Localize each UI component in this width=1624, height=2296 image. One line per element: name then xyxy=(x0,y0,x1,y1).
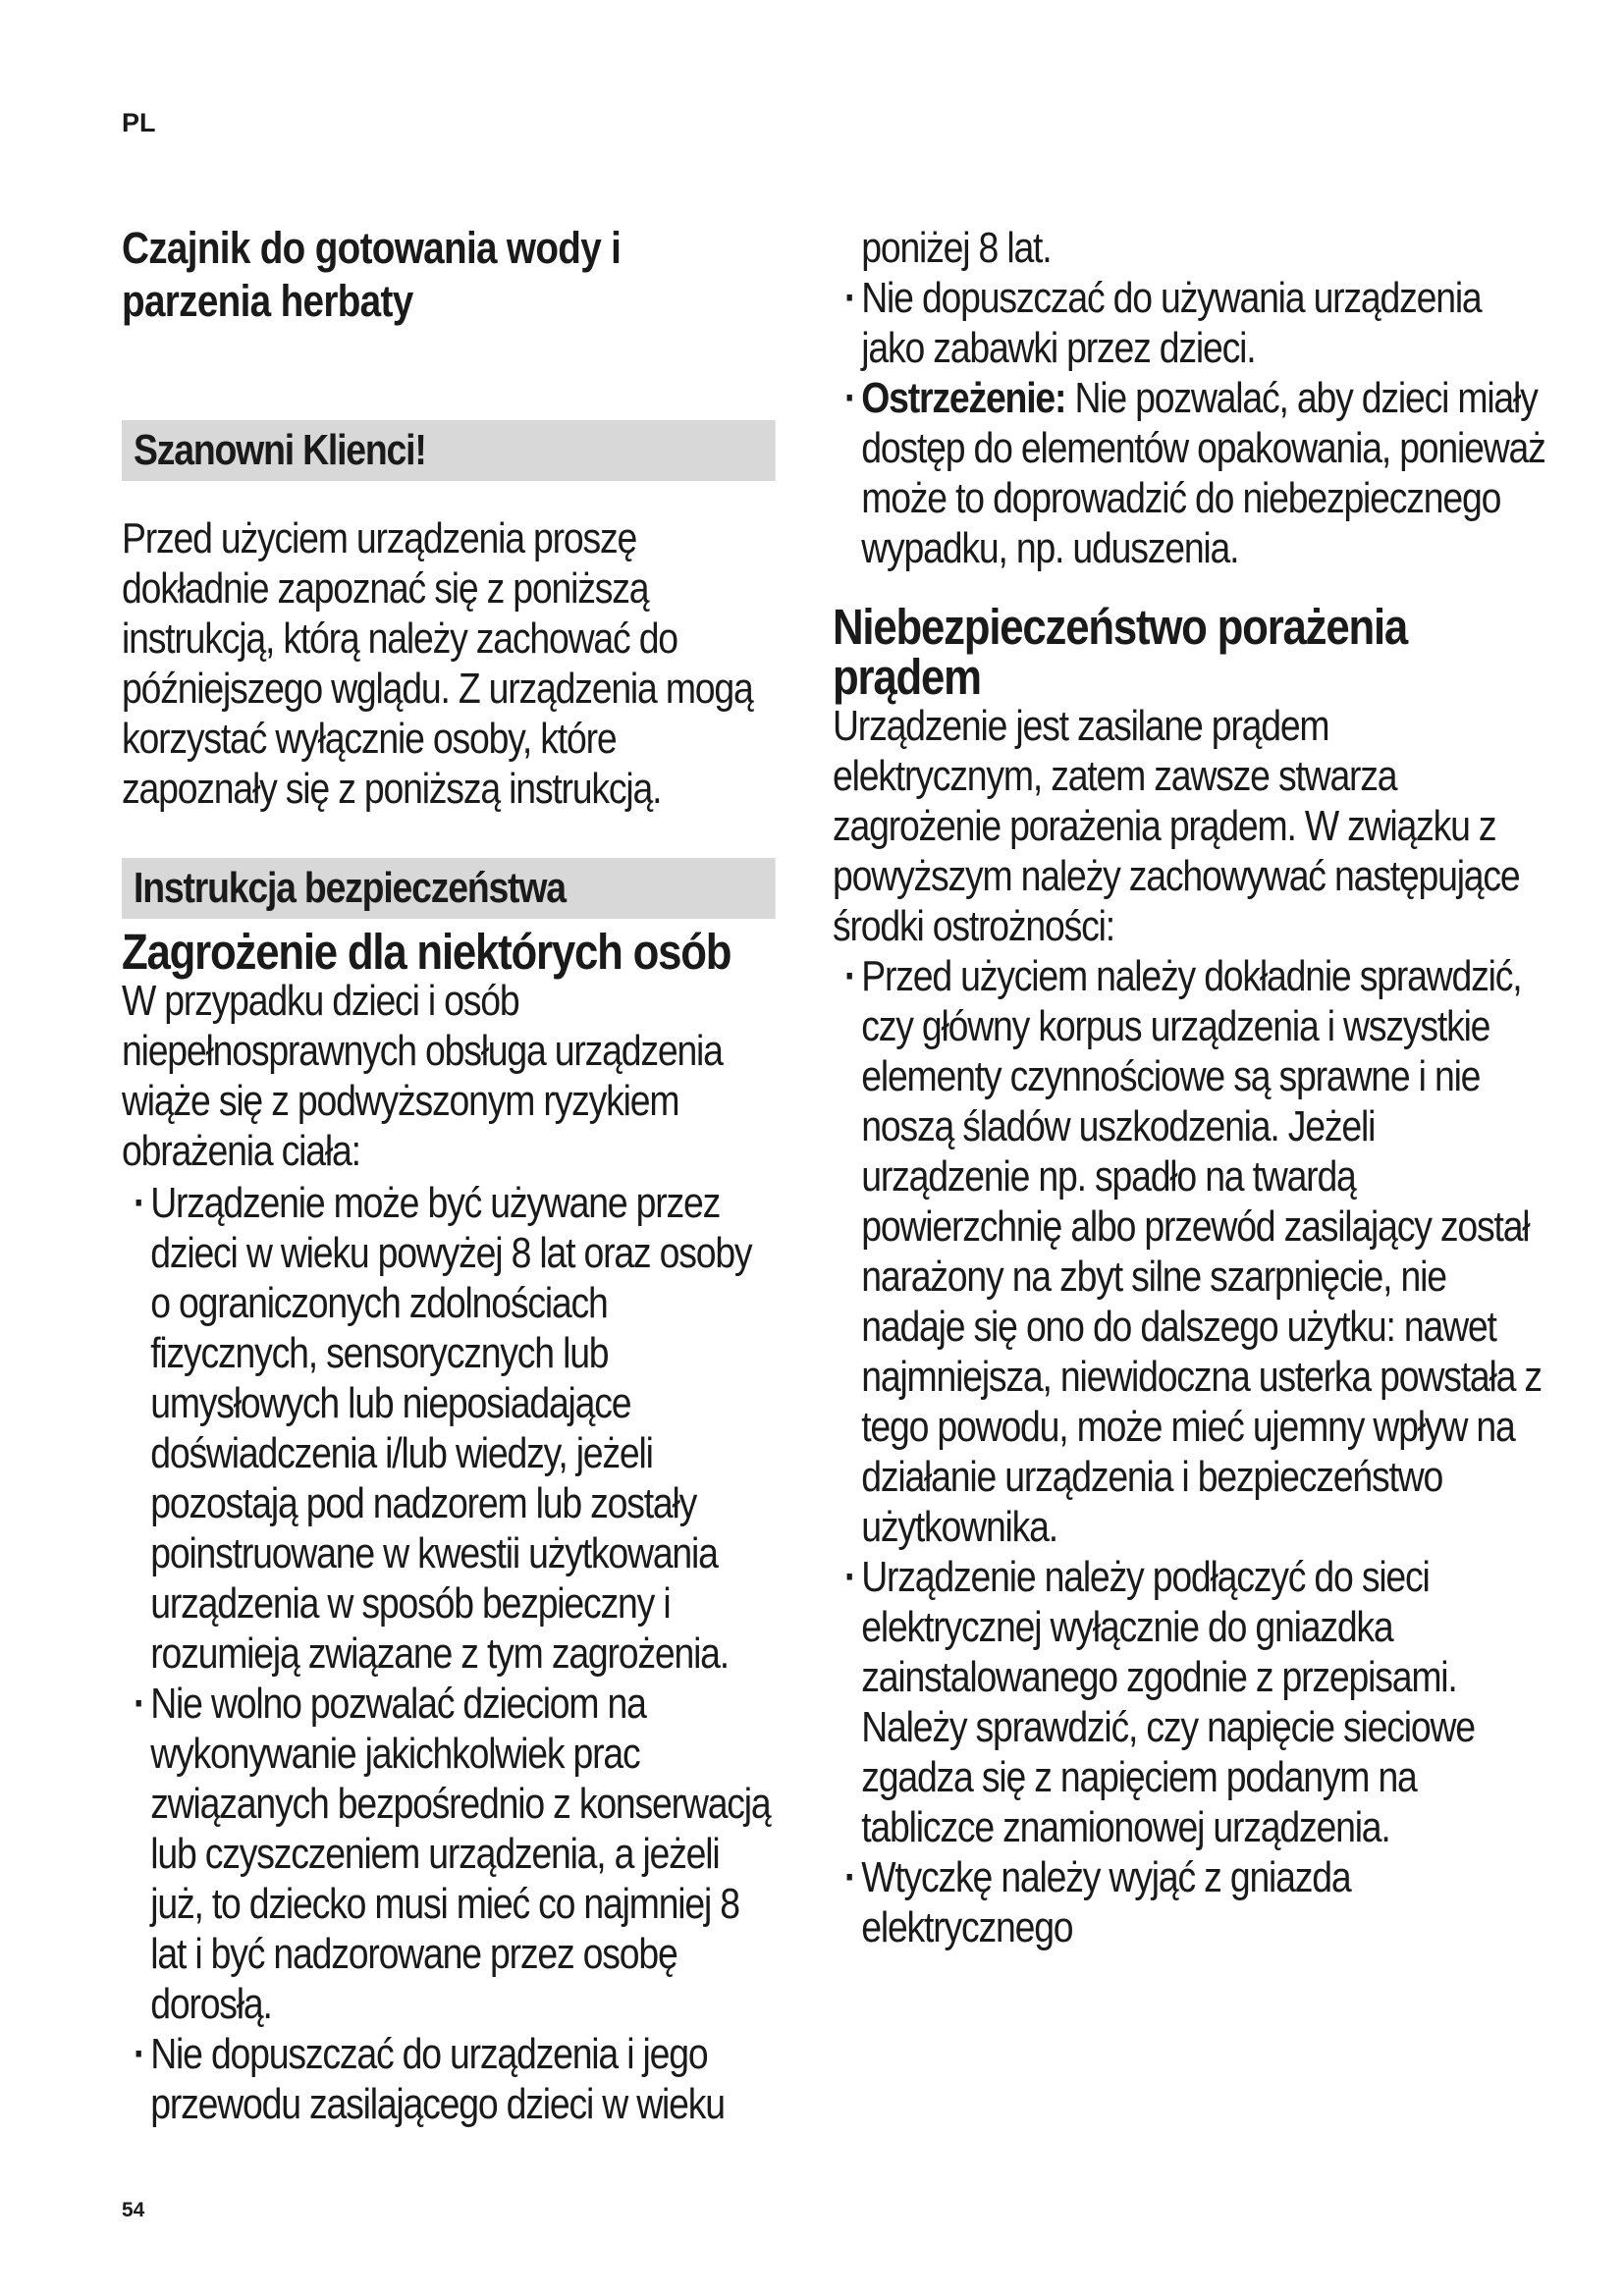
child-safety-bullet-list xyxy=(833,274,1545,574)
right-column xyxy=(833,224,1545,1953)
left-column xyxy=(122,222,776,2130)
safety-bullet-list xyxy=(122,1179,776,2130)
warning-label: Ostrzeżenie: xyxy=(861,375,1066,422)
warning-list-item xyxy=(833,374,1545,574)
electric-shock-text: Urządzenie jest zasilane prądem elektrycznym, zatem zawsze stwarza zagrożenie porażenia prądem. W związku z powyższym należy zachowywać następujące środki ostrożności: xyxy=(833,703,1520,950)
list-item: · Urządzenie należy podłączyć do sieci elektrycznej wyłącznie do gniazdka zainstalowanego zgodnie z przepisami. Należy sprawdzić, czy napięcie sieciowe zgadza się z napięciem podanym na tabliczce znamionowej urządzenia. xyxy=(833,1553,1545,1853)
section-heading-customers: Szanowni Klienci! xyxy=(122,420,776,481)
intro-paragraph: Przed użyciem urządzenia proszę dokładnie zapoznać się z poniższą instrukcją, którą należy zachować do późniejszego wglądu. Z urządzenia mogą korzystać wyłącznie osoby, które zapoznały się z poniższą instrukcją. xyxy=(122,515,753,813)
continuation-text: poniżej 8 lat. xyxy=(861,225,1052,272)
language-code: PL xyxy=(122,108,156,137)
list-item: · Wtyczkę należy wyjąć z gniazda elektrycznego xyxy=(833,1853,1545,1953)
list-item: · Nie wolno pozwalać dzieciom na wykonywanie jakichkolwiek prac związanych bezpośrednio z konserwacją lub czyszczeniem urządzenia, a jeżeli już, to dziecko musi mieć co najmniej 8 lat i być nadzorowane przez osobę dorosłą. xyxy=(122,1680,776,2030)
section-heading-safety: Instrukcja bezpieczeństwa xyxy=(122,858,776,919)
document-title: Czajnik do gotowania wody i parzenia herbaty xyxy=(122,223,622,326)
subheading-electric-shock: Niebezpieczeństwo porażenia prądem xyxy=(833,599,1408,705)
list-item: · Przed użyciem należy dokładnie sprawdzić, czy główny korpus urządzenia i wszystkie elementy czynnościowe są sprawne i nie noszą śladów uszkodzenia. Jeżeli urządzenie np. spadło na twardą powierzchnię albo przewód zasilający został narażony na zbyt silne szarpnięcie, nie nadaje się ono do dalszego użytku: nawet najmniejsza, niewidoczna usterka powstała z tego powodu, może mieć ujemny wpływ na działanie urządzenia i bezpieczeństwo użytkownika. xyxy=(833,952,1545,1553)
subheading-risk-groups: Zagrożenie dla niektórych osób xyxy=(122,924,731,980)
list-item: · Nie dopuszczać do urządzenia i jego przewodu zasilającego dzieci w wieku xyxy=(122,2030,776,2130)
list-item: · Urządzenie może być używane przez dzieci w wieku powyżej 8 lat oraz osoby o ograniczonych zdolnościach fizycznych, sensorycznych lub umysłowych lub nieposiadające doświadczenia i/lub wiedzy, jeżeli pozostają pod nadzorem lub zostały poinstruowane w kwestii użytkowania urządzenia w sposób bezpieczny i rozumieją związane z tym zagrożenia. xyxy=(122,1179,776,1680)
electric-safety-bullet-list xyxy=(833,952,1545,1953)
page-number: 54 xyxy=(122,2199,145,2221)
list-item: · Nie dopuszczać do używania urządzenia jako zabawki przez dzieci. xyxy=(833,274,1545,374)
warning-text: Nie pozwalać, aby dzieci miały dostęp do elementów opakowania, ponieważ może to doprowadzić do niebezpiecznego wypadku, np. uduszenia. xyxy=(861,375,1545,572)
subheading-text: W przypadku dzieci i osób niepełnosprawnych obsługa urządzenia wiąże się z podwyższonym ryzykiem obrażenia ciała: xyxy=(122,978,723,1175)
